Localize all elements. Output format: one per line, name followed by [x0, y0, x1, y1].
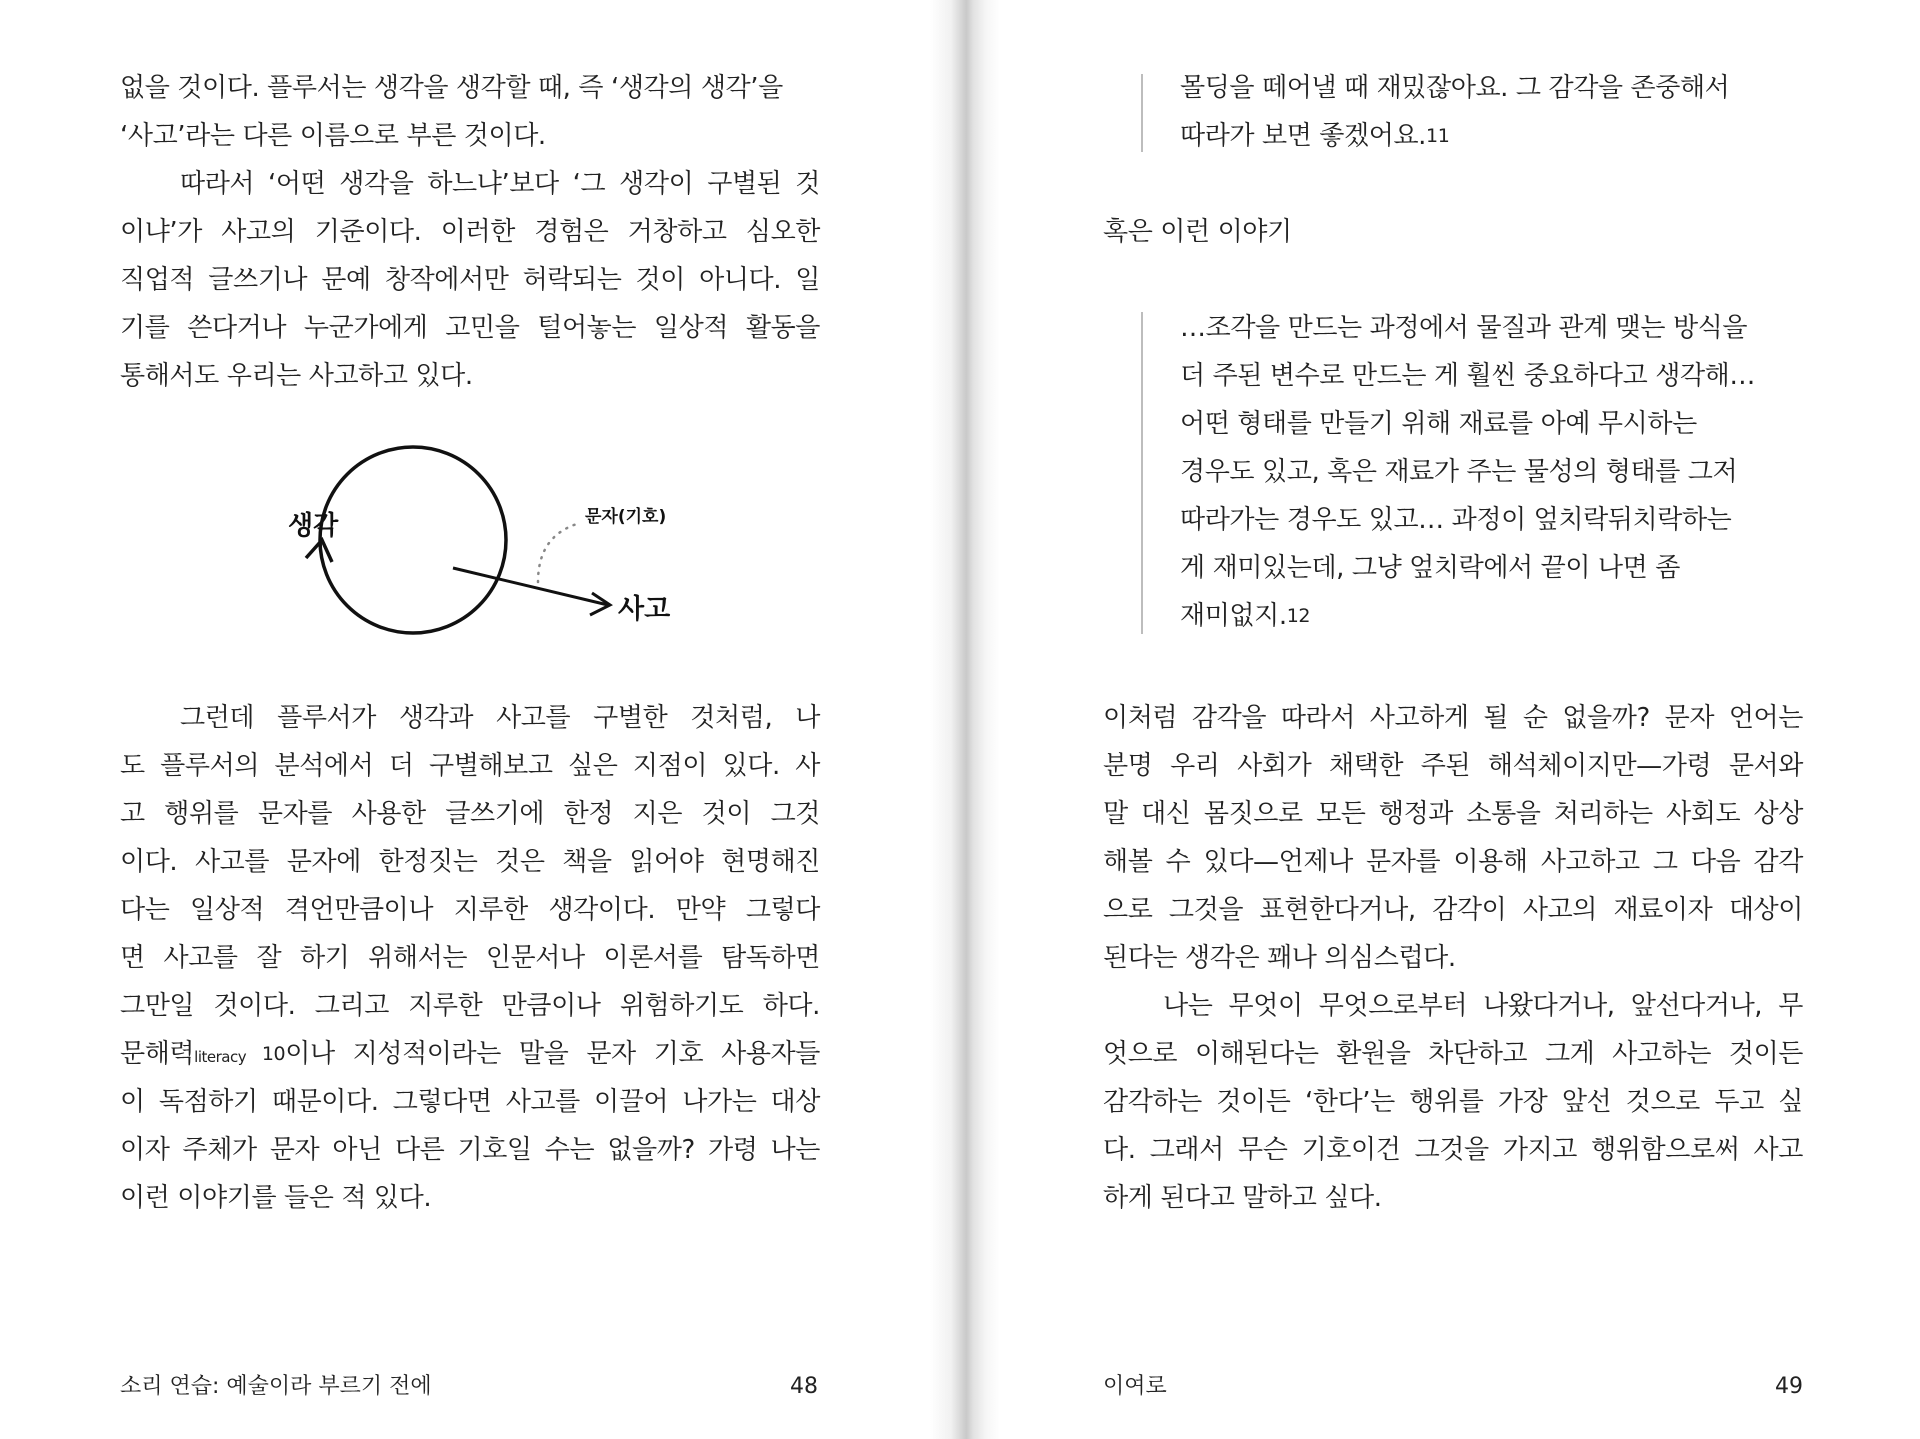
footnote-ref-12: 12	[1286, 605, 1311, 627]
quote-text: 따라가 보면 좋겠어요.	[1180, 121, 1427, 151]
body-line: 다는 일상적 격언만큼이나 지루한 생각이다. 만약 그렇다	[120, 895, 820, 925]
body-line: 그런데 플루서가 생각과 사고를 구별한 것처럼, 나	[180, 703, 820, 733]
quote-line: 어떤 형태를 만들기 위해 재료를 아예 무시하는	[1180, 409, 1697, 439]
page-number: 49	[1775, 1374, 1803, 1399]
body-line: 해볼 수 있다—언제나 문자를 이용해 사고하고 그 다음 감각	[1103, 847, 1803, 877]
body-line: 통해서도 우리는 사고하고 있다.	[120, 361, 473, 391]
body-line: 이 독점하기 때문이다. 그렇다면 사고를 이끌어 나가는 대상	[120, 1087, 820, 1117]
blockquote-bar	[1141, 74, 1143, 152]
quote-line: 따라가는 경우도 있고… 과정이 엎치락뒤치락하는	[1180, 505, 1732, 535]
body-line: ‘사고’라는 다른 이름으로 부른 것이다.	[120, 121, 546, 151]
thought-diagram	[270, 430, 690, 650]
blockquote-bar	[1141, 312, 1143, 634]
quote-line: 경우도 있고, 혹은 재료가 주는 물성의 형태를 그저	[1180, 457, 1738, 487]
label-letters: 문자(기호)	[585, 507, 667, 527]
running-footer-title: 이여로	[1103, 1374, 1167, 1399]
body-text: 이나 지성적이라는 말을 문자 기호 사용자들	[285, 1039, 820, 1069]
quote-line: …조각을 만드는 과정에서 물질과 관계 맺는 방식을	[1180, 313, 1748, 343]
body-line: 그만일 것이다. 그리고 지루한 만큼이나 위험하기도 하다.	[120, 991, 820, 1021]
footnote-ref-11: 11	[1426, 125, 1450, 147]
thought-circle	[320, 447, 506, 633]
body-line: 이처럼 감각을 따라서 사고하게 될 순 없을까? 문자 언어는	[1103, 703, 1803, 733]
body-line: 이다. 사고를 문자에 한정짓는 것은 책을 읽어야 현명해진	[120, 847, 820, 877]
body-line: 면 사고를 잘 하기 위해서는 인문서나 이론서를 탐독하면	[120, 943, 820, 973]
body-line-literacy	[120, 1030, 820, 1078]
body-line: 도 플루서의 분석에서 더 구별해보고 싶은 지점이 있다. 사	[120, 751, 820, 781]
body-line: 말 대신 몸짓으로 모든 행정과 소통을 처리하는 사회도 상상	[1103, 799, 1803, 829]
word-literacy-english: literacy	[194, 1048, 247, 1066]
thinking-arrow-line	[453, 568, 608, 605]
body-line: 분명 우리 사회가 채택한 주된 해석체이지만—가령 문서와	[1103, 751, 1803, 781]
letters-dotted-curve	[538, 523, 580, 582]
book-gutter	[930, 0, 1000, 1439]
page-number: 48	[790, 1374, 818, 1399]
quote-line	[1180, 112, 1800, 160]
label-thought: 생각	[288, 511, 339, 541]
body-line: 이냐’가 사고의 기준이다. 이러한 경험은 거창하고 심오한	[120, 217, 820, 247]
body-line: 하게 된다고 말하고 싶다.	[1103, 1183, 1382, 1213]
body-line: 으로 그것을 표현한다거나, 감각이 사고의 재료이자 대상이	[1103, 895, 1803, 925]
body-line: 고 행위를 문자를 사용한 글쓰기에 한정 지은 것이 그것	[120, 799, 820, 829]
body-line: 없을 것이다. 플루서는 생각을 생각할 때, 즉 ‘생각의 생각’을	[120, 73, 783, 103]
body-line: 엇으로 이해된다는 환원을 차단하고 그게 사고하는 것이든	[1103, 1039, 1803, 1069]
connector-line: 혹은 이런 이야기	[1103, 217, 1292, 247]
quote-line: 더 주된 변수로 만드는 게 훨씬 중요하다고 생각해…	[1180, 361, 1755, 391]
quote-line: 게 재미있는데, 그냥 엎치락에서 끝이 나면 좀	[1180, 553, 1680, 583]
quote-text: 재미없지.	[1180, 601, 1287, 631]
label-thinking: 사고	[618, 594, 671, 625]
body-line: 다. 그래서 무슨 기호이건 그것을 가지고 행위함으로써 사고	[1103, 1135, 1803, 1165]
body-line: 나는 무엇이 무엇으로부터 나왔다거나, 앞선다거나, 무	[1163, 991, 1803, 1021]
footnote-ref-10: 10	[246, 1043, 286, 1065]
running-footer-title: 소리 연습: 예술이라 부르기 전에	[120, 1374, 432, 1399]
body-line: 기를 쓴다거나 누군가에게 고민을 털어놓는 일상적 활동을	[120, 313, 820, 343]
body-line: 이런 이야기를 들은 적 있다.	[120, 1183, 432, 1213]
body-line: 된다는 생각은 꽤나 의심스럽다.	[1103, 943, 1456, 973]
body-line: 직업적 글쓰기나 문예 창작에서만 허락되는 것이 아니다. 일	[120, 265, 820, 295]
quote-line: 몰딩을 떼어낼 때 재밌잖아요. 그 감각을 존중해서	[1180, 73, 1730, 103]
body-line: 따라서 ‘어떤 생각을 하느냐’보다 ‘그 생각이 구별된 것	[180, 169, 820, 199]
word-literacy-korean: 문해력	[120, 1039, 195, 1069]
body-line: 이자 주체가 문자 아닌 다른 기호일 수는 없을까? 가령 나는	[120, 1135, 820, 1165]
body-line: 감각하는 것이든 ‘한다’는 행위를 가장 앞선 것으로 두고 싶	[1103, 1087, 1803, 1117]
quote-line	[1180, 592, 1800, 640]
